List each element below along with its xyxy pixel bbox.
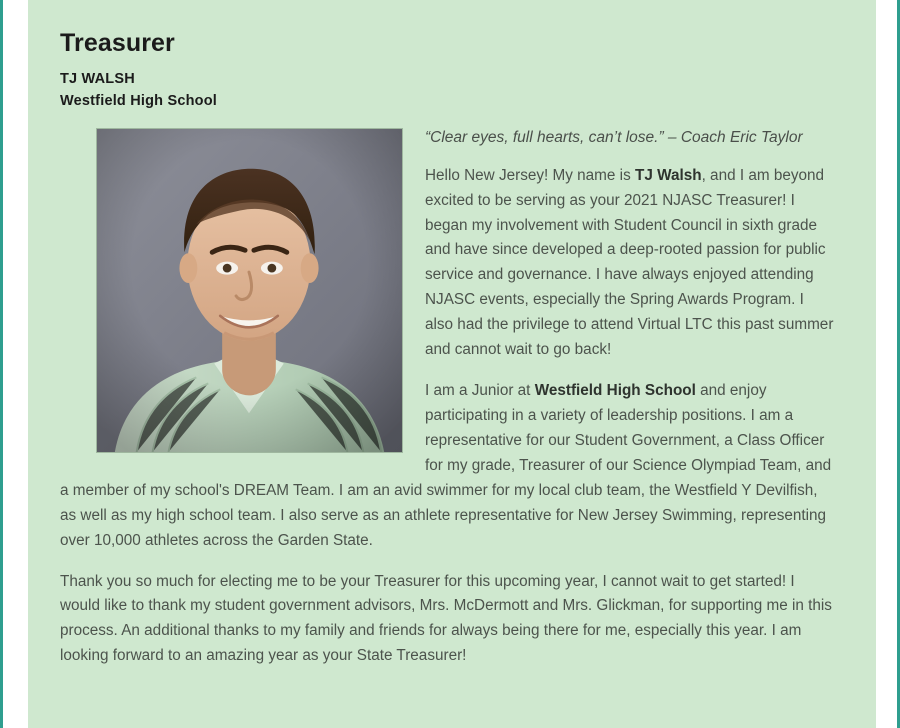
bio-paragraph-3: Thank you so much for electing me to be your Treasurer for this upcoming year, I cannot wait to get started! I would like to thank my student government advisors, Mrs. McDermott and Mrs. Glickman, for supporting me in this process. An additional thanks to my family and friends for always being there for me, especially this year. I am looking forward to an amazing year as your State Treasurer!: [60, 572, 832, 665]
p1-lead: Hello New Jersey! My name is: [425, 166, 635, 184]
officer-school: Westfield High School: [60, 92, 217, 109]
p1-rest: , and I am beyond excited to be serving as your 2021 NJASC Treasurer! I began my involvement with Student Council in sixth grade and have since developed a deep-rooted passion for public service and governance. I have always enjoyed attending NJASC events, especially the Spring Awards Program. I also had the privilege to attend Virtual LTC this past summer and cannot wait to go back!: [425, 166, 834, 359]
officer-bio-card: [28, 0, 876, 728]
card-inner: [28, 0, 876, 669]
p2-lead: I am a Junior at: [425, 382, 535, 400]
p2-school-bold: Westfield High School: [534, 382, 696, 400]
p1-name-bold: TJ Walsh: [634, 166, 702, 184]
epigraph-quote: “Clear eyes, full hearts, can’t lose.” – Coach Eric Taylor: [425, 129, 803, 147]
bio-body: [60, 126, 836, 669]
portrait-photo: [96, 128, 403, 453]
page-title: Treasurer: [60, 29, 175, 57]
officer-name: TJ WALSH: [60, 70, 135, 87]
left-edge-rule: [0, 0, 3, 728]
p2-rest: and enjoy participating in a variety of leadership positions. I am a representative for our Student Government, a Class Officer for my grade, Treasurer of our Science Olympiad Team, and a member of my school's DREAM Team. I am an avid swimmer for my local club team, the Westfield Y Devilfish, as well as my high school team. I also serve as an athlete representative for New Jersey Swimming, representing over 10,000 athletes across the Garden State.: [60, 382, 832, 549]
